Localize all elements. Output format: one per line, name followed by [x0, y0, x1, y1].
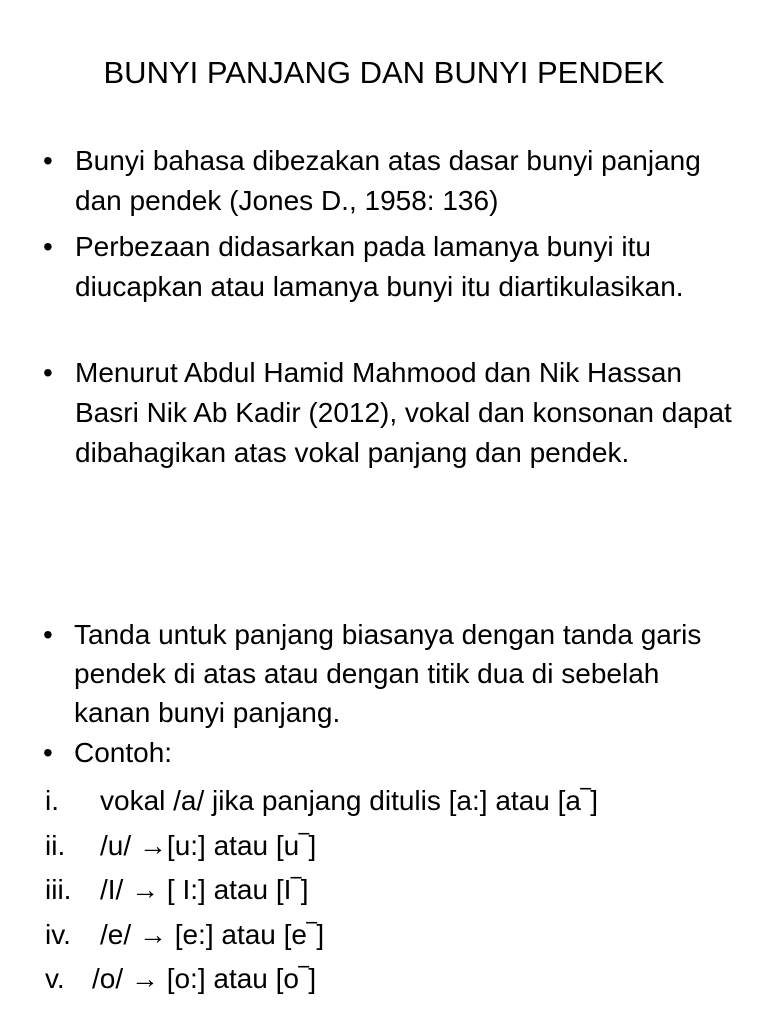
bullet-dot: • — [43, 619, 53, 650]
example-number: v. — [45, 963, 65, 994]
example-number: iv. — [45, 919, 71, 950]
example-text: /u/ →[u:] atau [u‾] — [100, 830, 317, 861]
slide-title: BUNYI PANJANG DAN BUNYI PENDEK — [103, 55, 665, 90]
example-text: vokal /a/ jika panjang ditulis [a:] atau [a‾] — [100, 785, 599, 816]
example-number: ii. — [45, 830, 66, 861]
bullet-dot: • — [43, 737, 53, 768]
bullet-text: Menurut Abdul Hamid Mahmood dan Nik Hassan Basri Nik Ab Kadir (2012), vokal dan konsonan dapat dibahagikan atas vokal panjang dan pendek. — [75, 357, 732, 468]
bullet-dot: • — [43, 145, 53, 176]
example-text: /o/ → [o:] atau [o‾] — [92, 963, 317, 994]
example-text: /I/ → [ I:] atau [I‾] — [100, 874, 309, 905]
bullet-text: Perbezaan didasarkan pada lamanya bunyi itu diucapkan atau lamanya bunyi itu diartikulasikan. — [75, 231, 684, 302]
bullet-text: Contoh: — [74, 737, 173, 768]
bullet-dot: • — [43, 357, 53, 388]
example-text: /e/ → [e:] atau [e‾] — [100, 919, 325, 950]
bullet-text: Tanda untuk panjang biasanya dengan tanda garis pendek di atas atau dengan titik dua di sebelah kanan bunyi panjang. — [74, 619, 702, 728]
example-number: i. — [45, 785, 59, 816]
bullet-text: Bunyi bahasa dibezakan atas dasar bunyi panjang dan pendek (Jones D., 1958: 136) — [75, 145, 701, 216]
bullet-dot: • — [43, 231, 53, 262]
example-number: iii. — [45, 874, 72, 905]
